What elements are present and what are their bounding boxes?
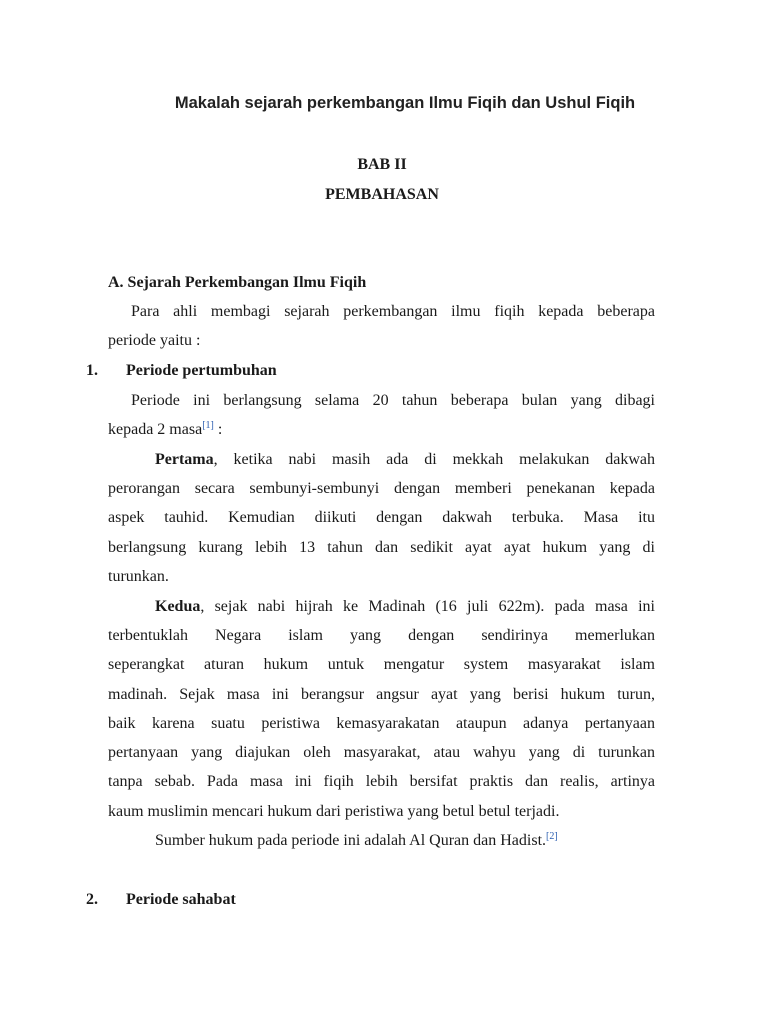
kedua-line-8: kaum muslimin mencari hukum dari peristiwa yang betul betul terjadi. (108, 803, 560, 820)
kedua-line-5: baik karena suatu peristiwa kemasyarakatan ataupun adanya pertanyaan (108, 715, 655, 732)
pertama-line-4: berlangsung kurang lebih 13 tahun dan sedikit ayat ayat hukum yang di (108, 539, 655, 556)
kedua-bold: Kedua (155, 598, 201, 615)
kedua-line-1-text: , sejak nabi hijrah ke Madinah (16 juli 622m). pada masa ini (200, 598, 655, 615)
pertama-bold: Pertama (155, 451, 214, 468)
kedua-line-2: terbentuklah Negara islam yang dengan sendirinya memerlukan (108, 627, 655, 644)
item-2-heading: Periode sahabat (126, 891, 236, 908)
kedua-line-1 (155, 597, 655, 617)
item-1-heading: Periode pertumbuhan (126, 362, 277, 379)
p1-line-2-end: : (213, 421, 223, 438)
footnote-ref-1[interactable]: [1] (202, 420, 214, 431)
kedua-line-3: seperangkat aturan hukum untuk mengatur system masyarakat islam (108, 656, 655, 673)
sumber-line (155, 831, 558, 851)
intro-line-1: Para ahli membagi sejarah perkembangan ilmu fiqih kepada beberapa (131, 303, 655, 320)
chapter-number: BAB II (357, 156, 407, 173)
p1-line-1: Periode ini berlangsung selama 20 tahun beberapa bulan yang dibagi (131, 392, 655, 409)
item-1-number: 1. (86, 362, 98, 379)
document-title: Makalah sejarah perkembangan Ilmu Fiqih dan Ushul Fiqih (174, 94, 636, 112)
pertama-line-1 (155, 450, 655, 470)
p1-line-2 (108, 420, 222, 440)
kedua-line-6: pertanyaan yang diajukan oleh masyarakat, atau wahyu yang di turunkan (108, 744, 655, 761)
sumber-text: Sumber hukum pada periode ini adalah Al Quran dan Hadist. (155, 832, 547, 849)
pertama-line-5: turunkan. (108, 568, 169, 585)
intro-line-2: periode yaitu : (108, 332, 201, 349)
kedua-line-7: tanpa sebab. Pada masa ini fiqih lebih bersifat praktis dan realis, artinya (108, 773, 655, 790)
section-heading-a: A. Sejarah Perkembangan Ilmu Fiqih (108, 274, 367, 291)
chapter-title: PEMBAHASAN (325, 186, 439, 203)
item-2-number: 2. (86, 891, 98, 908)
pertama-line-2: perorangan secara sembunyi-sembunyi dengan memberi penekanan kepada (108, 480, 655, 497)
footnote-ref-2[interactable]: [2] (546, 831, 558, 842)
p1-line-2-text: kepada 2 masa (108, 421, 203, 438)
pertama-line-1-text: , ketika nabi masih ada di mekkah melakukan dakwah (213, 451, 655, 468)
pertama-line-3: aspek tauhid. Kemudian diikuti dengan dakwah terbuka. Masa itu (108, 509, 655, 526)
kedua-line-4: madinah. Sejak masa ini berangsur angsur ayat yang berisi hukum turun, (108, 686, 655, 703)
